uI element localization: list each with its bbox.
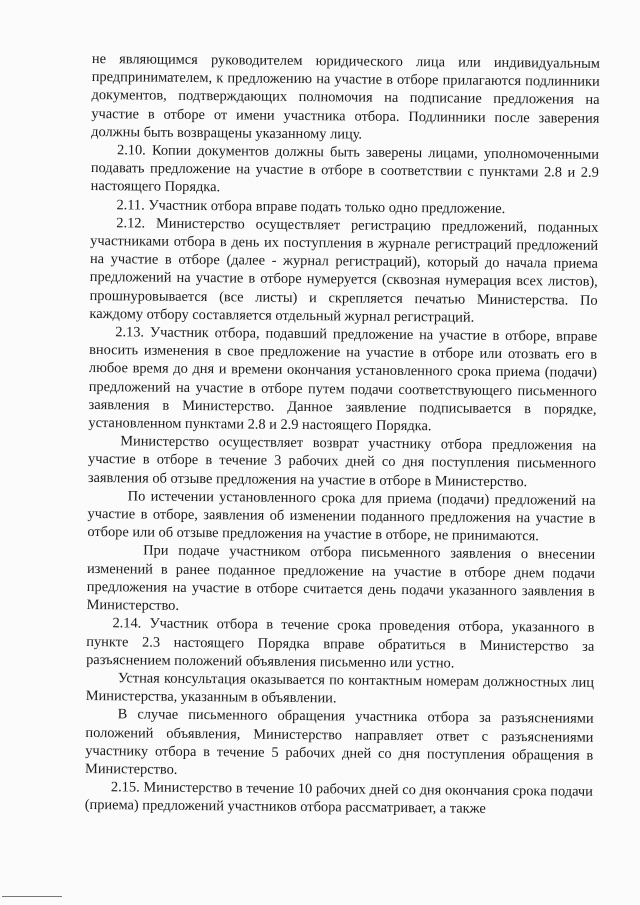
document-body [85,50,600,819]
paragraph-2-12: 2.12. Министерство осуществляет регистрацию предложений, поданных участниками отбора в день их поступления в журнале регистраций предложений на участие в отборе (далее - журнал регистраций), который до начала приема предложений на участие в отборе нумеруется (сквозная нумерация всех листов), прошнуровывается (все листы) и скрепляется печатью Министерства. По каждому отбору составляется отдельный журнал регистраций. [89,215,599,326]
paragraph-2-11: 2.11. Участник отбора вправе подать только одно предложение. [116,196,506,217]
paragraph-originals-return: не являющимся руководителем юридического лица или индивидуальным предпринимателем, к предложению на участие в отборе прилагаются подлинники документов, подтверждающих полномочия на подписание предложения на участие в отборе от имени участника отбора. Подлинники после заверения должны быть возвращены указанному лицу. [91,50,600,143]
paragraph-oral-consultation: Устная консультация оказывается по контактным номерам должностных лиц Министерства, указанным в объявлении. [85,670,595,707]
paragraph-change-submission-date: При подаче участником отбора письменного заявления о внесении изменений в ранее поданное предложение на участие в отборе днем подачи предложения на участие в отборе считается день подачи указанного заявления в Министерство. [86,542,596,614]
paragraph-return-of-proposal: Министерство осуществляет возврат участнику отбора предложения на участие в отборе в течение 3 рабочих дней со дня поступления письменного заявления об отзыве предложения на участие в отборе в Министерство. [87,433,597,490]
paragraph-2-13: 2.13. Участник отбора, подавший предложение на участие в отборе, вправе вносить изменения в свое предложение на участие в отборе или отозвать его в любое время до дня и времени окончания установленного срока приема (подачи) предложений на участие в отборе путем подачи соответствующего письменного заявления в Министерство. Данное заявление подписывается в порядке, установленном пунктами 2.8 и 2.9 настоящего Порядка. [88,324,598,435]
footer-divider [2,896,62,897]
paragraph-deadline-expiry: По истечении установленного срока для приема (подачи) предложений на участие в отборе, заявления об изменении поданного предложения на участие в отборе или об отзыве предложения на участие в отборе, не принимаются. [87,488,596,545]
paragraph-written-request: В случае письменного обращения участника отбора за разъяснениями положений объявления, Министерство направляет ответ с разъяснениями участнику отбора в течение 5 рабочих дней со дня поступления обращения в Министерство. [85,706,594,778]
paragraph-2-15: 2.15. Министерство в течение 10 рабочих дней со дня окончания срока подачи (приема) предложений участников отбора рассматривает, а также [84,779,593,818]
paragraph-2-14: 2.14. Участник отбора в течение срока проведения отбора, указанного в пункте 2.3 настоящего Порядка вправе обратиться в Министерство за разъяснением положений объявления письменно или устно. [86,615,595,672]
paragraph-2-10: 2.10. Копии документов должны быть заверены лицами, уполномоченными подавать предложение на участие в отборе в соответствии с пунктами 2.8 и 2.9 настоящего Порядка. [90,142,600,196]
